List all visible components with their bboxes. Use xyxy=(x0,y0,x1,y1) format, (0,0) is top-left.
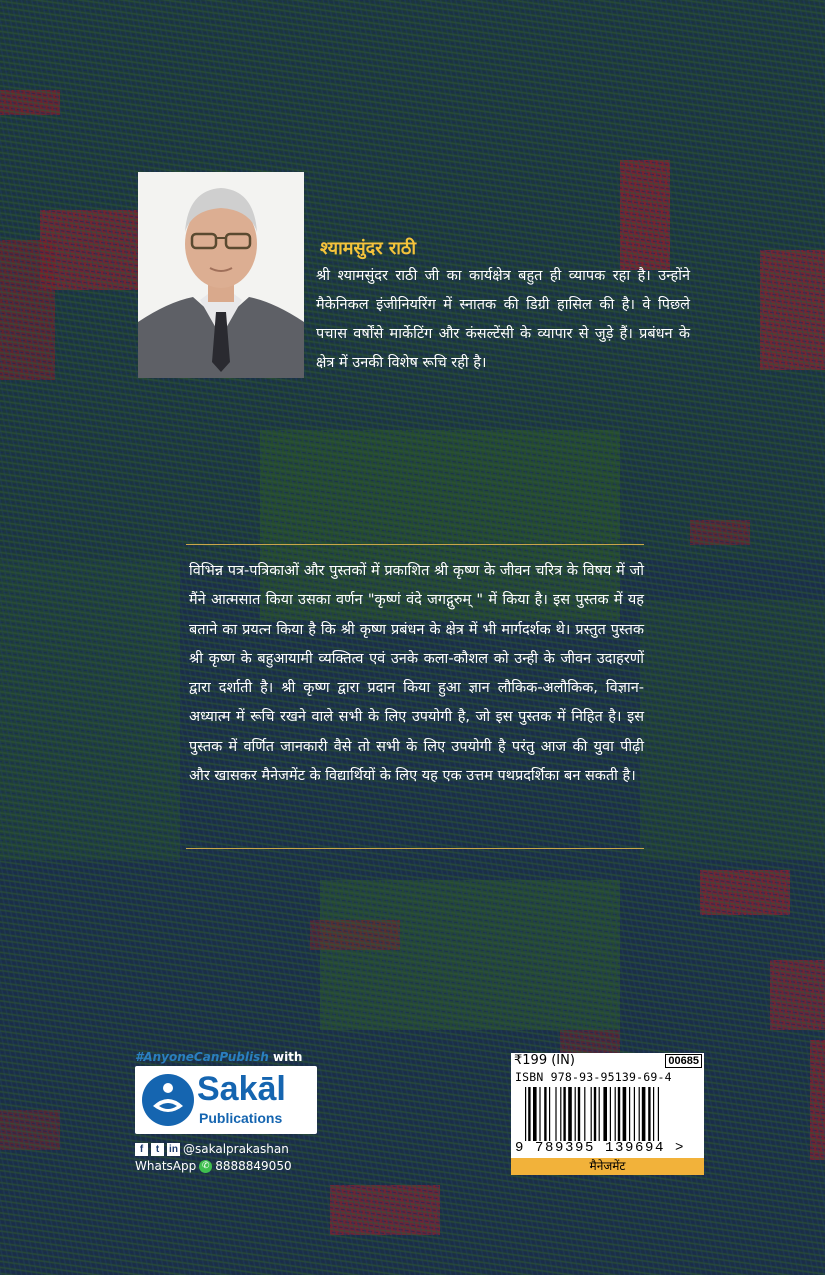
lotus-icon xyxy=(141,1072,195,1128)
publisher-sub: Publications xyxy=(199,1110,283,1126)
social-links xyxy=(135,1142,289,1156)
isbn: ISBN 978-93-95139-69-4 xyxy=(515,1070,672,1084)
barcode-panel xyxy=(511,1053,704,1175)
genre-label: मैनेजमेंट xyxy=(511,1158,704,1175)
publisher-logo xyxy=(135,1066,317,1134)
linkedin-icon[interactable]: in xyxy=(167,1143,180,1156)
whatsapp-number[interactable]: 8888849050 xyxy=(215,1159,292,1173)
whatsapp-label: WhatsApp xyxy=(135,1159,197,1173)
publisher-brand: Sakāl xyxy=(197,1070,286,1108)
price: ₹199 (IN) xyxy=(514,1053,575,1068)
book-description: विभिन्न पत्र-पत्रिकाओं और पुस्तकों में प्रकाशित श्री कृष्ण के जीवन चरित्र के विषय में जो मैंने आत्मसात किया उसका वर्णन "कृष्णं वंदे जगद्गुरुम् " में किया है। इस पुस्तक में यह बताने का प्रयत्न किया है कि श्री कृष्ण प्रबंधन के क्षेत्र में भी मार्गदर्शक थे। प्रस्तुत पुस्तक श्री कृष्ण के बहुआयामी व्यक्तित्व एवं उनके कला-कौशल को उन्ही के जीवन उदाहरणों द्वारा दर्शाती है। श्री कृष्ण द्वारा प्रदान किया हुआ ज्ञान लौकिक-अलौकिक, विज्ञान- अध्यात्म में रूचि रखने वाले सभी के लिए उपयोगी है, जो इस पुस्तक में निहित है। इस पुस्तक में वर्णित जानकारी वैसे तो सभी के लिए उपयोगी है परंतु आज की युवा पीढ़ी और खासकर मैनेजमेंट के विद्यार्थियों के लिए यह एक उत्तम पथप्रदर्शिका बन सकती है। xyxy=(189,563,644,785)
tagline-with: with xyxy=(272,1050,303,1064)
publisher-tagline xyxy=(135,1050,302,1064)
social-handle[interactable]: @sakalprakashan xyxy=(183,1142,289,1156)
author-photo xyxy=(138,172,304,378)
barcode-number: 9 789395 139694 > xyxy=(515,1140,686,1156)
author-bio: श्री श्यामसुंदर राठी जी का कार्यक्षेत्र बहुत ही व्यापक रहा है। उन्होंने मैकेनिकल इंजीनियरिंग में स्नातक की डिग्री हासिल की है। वे पिछले पचास वर्षोंसे मार्केटिंग और कंसल्टेंसी के व्यापार से जुड़े हैं। प्रबंधन के क्षेत्र में उनकी विशेष रूचि रही है। xyxy=(316,268,690,371)
divider-top xyxy=(186,544,644,545)
facebook-icon[interactable]: f xyxy=(135,1143,148,1156)
barcode xyxy=(525,1087,699,1141)
divider-bottom xyxy=(186,848,644,849)
hashtag: #AnyoneCanPublish xyxy=(135,1050,269,1064)
whatsapp-contact xyxy=(135,1159,292,1173)
author-name: श्यामसुंदर राठी xyxy=(320,238,417,259)
product-code: 00685 xyxy=(665,1054,702,1068)
whatsapp-icon: ✆ xyxy=(199,1160,212,1173)
twitter-icon[interactable]: t xyxy=(151,1143,164,1156)
